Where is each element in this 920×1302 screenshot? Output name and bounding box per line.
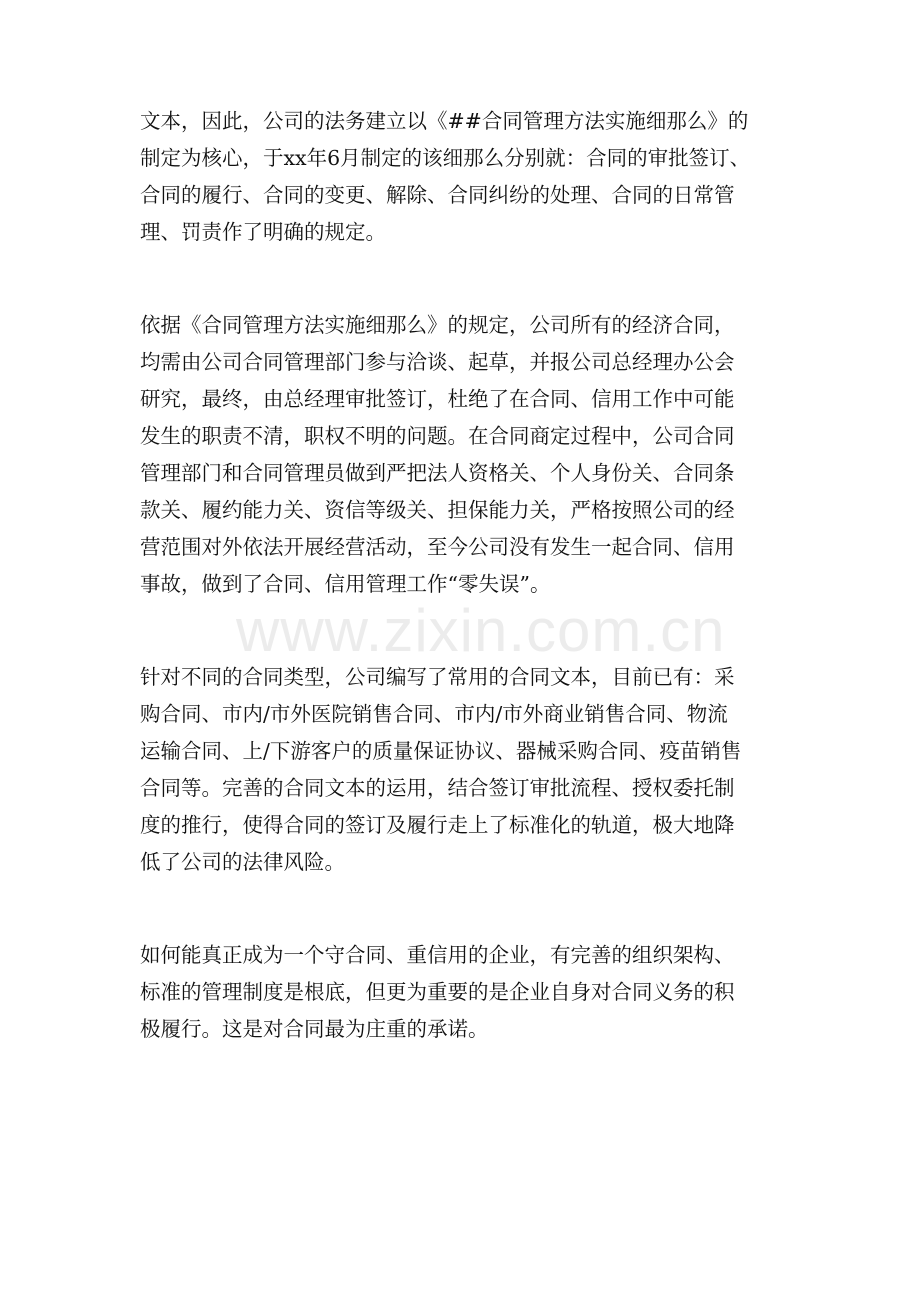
paragraph-3: [140, 659, 780, 881]
text-line: 标准的管理制度是根底，但更为重要的是企业自身对合同义务的积: [140, 980, 735, 1004]
text-line: 理、罚责作了明确的规定。: [140, 220, 386, 244]
paragraph-1: [140, 103, 780, 251]
text-line: 事故，做到了合同、信用管理工作“零失误”。: [140, 572, 551, 596]
text-line: 依据《合同管理方法实施细那么》的规定，公司所有的经济合同，: [140, 313, 735, 337]
paragraph-2: [140, 307, 780, 603]
text-line: 文本，因此，公司的法务建立以《##合同管理方法实施细那么》的: [140, 109, 749, 133]
text-line: 如何能真正成为一个守合同、重信用的企业，有完善的组织架构、: [140, 943, 735, 967]
text-line: 合同等。完善的合同文本的运用，结合签订审批流程、授权委托制: [140, 776, 735, 800]
text-line: 营范围对外依法开展经营活动，至今公司没有发生一起合同、信用: [140, 535, 735, 559]
text-line: 度的推行，使得合同的签订及履行走上了标准化的轨道，极大地降: [140, 813, 735, 837]
text-line: 发生的职责不清，职权不明的问题。在合同商定过程中，公司合同: [140, 424, 735, 448]
text-line: 购合同、市内/市外医院销售合同、市内/市外商业销售合同、物流: [140, 702, 728, 726]
document-body: [140, 103, 780, 1104]
text-line: 低了公司的法律风险。: [140, 850, 345, 874]
paragraph-4: [140, 937, 780, 1048]
text-line: 极履行。这是对合同最为庄重的承诺。: [140, 1017, 489, 1041]
text-line: 研究，最终，由总经理审批签订，杜绝了在合同、信用工作中可能: [140, 387, 735, 411]
text-line: 针对不同的合同类型，公司编写了常用的合同文本，目前已有：采: [140, 665, 735, 689]
text-line: 运输合同、上/下游客户的质量保证协议、器械采购合同、疫苗销售: [140, 739, 742, 763]
text-line: 制定为核心，于xx年6月制定的该细那么分别就：合同的审批签订、: [140, 146, 751, 170]
text-line: 合同的履行、合同的变更、解除、合同纠纷的处理、合同的日常管: [140, 183, 735, 207]
watermark: www.zixin.com.cn: [236, 597, 726, 664]
text-line: 管理部门和合同管理员做到严把法人资格关、个人身份关、合同条: [140, 461, 735, 485]
text-line: 均需由公司合同管理部门参与洽谈、起草，并报公司总经理办公会: [140, 350, 735, 374]
text-line: 款关、履约能力关、资信等级关、担保能力关，严格按照公司的经: [140, 498, 735, 522]
